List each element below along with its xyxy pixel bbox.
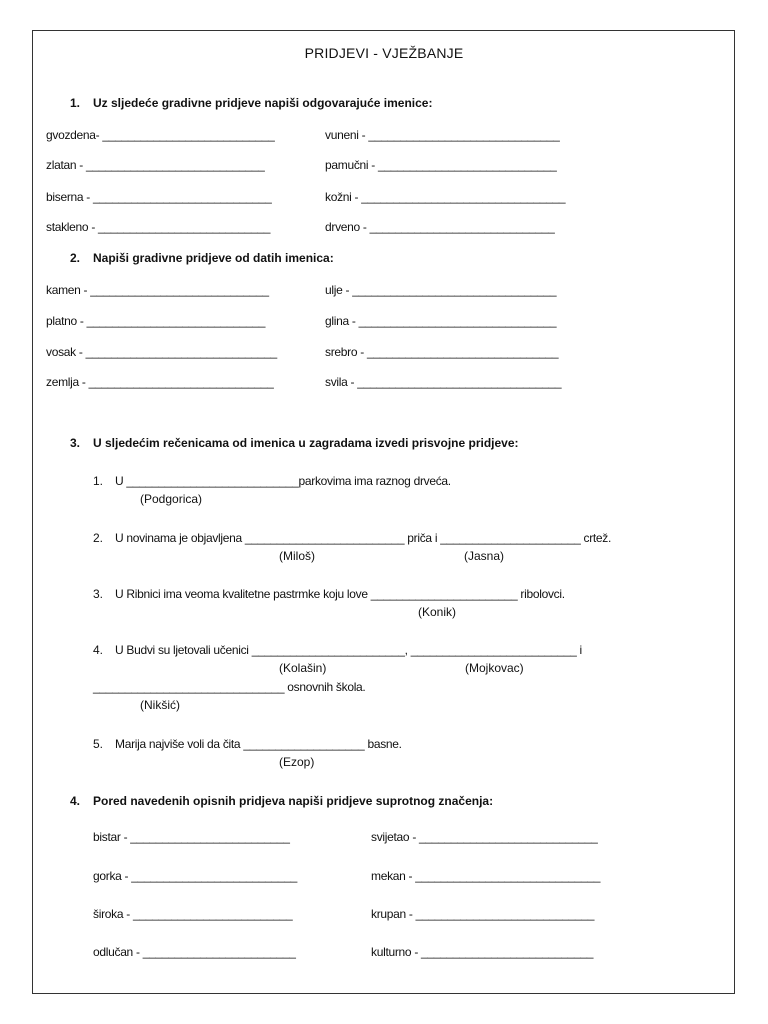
section-4-number: 4. — [70, 794, 81, 808]
section-2-number: 2. — [70, 251, 81, 265]
sentence-hint: (Ezop) — [279, 755, 315, 769]
page-title: PRIDJEVI - VJEŽBANJE — [304, 45, 464, 61]
sentence-hint: (Podgorica) — [140, 492, 203, 506]
section-1-right-item: drveno - _____________________________ — [325, 220, 555, 234]
sentence-hint: (Miloš) — [279, 549, 315, 563]
section-2-left-item: vosak - ______________________________ — [46, 345, 277, 359]
section-1-left-item: zlatan - ____________________________ — [46, 158, 265, 172]
section-3-number: 3. — [70, 436, 81, 450]
sentence-hint: (Jasna) — [464, 549, 505, 563]
section-4-right-item: krupan - ____________________________ — [371, 907, 595, 921]
sentence-number: 2. — [93, 531, 104, 545]
sentence-line: U Ribnici ima veoma kvalitetne pastrmke koju love _______________________ ribolovci. — [115, 587, 565, 601]
sentence-hint: (Konik) — [418, 605, 457, 619]
section-4-left-item: bistar - _________________________ — [93, 830, 290, 844]
section-1-right-item: kožni - ________________________________ — [325, 190, 566, 204]
section-2-right-item: ulje - ________________________________ — [325, 283, 557, 297]
section-4-right-item: svijetao - ____________________________ — [371, 830, 598, 844]
sentence-line: Marija najviše voli da čita ___________________ basne. — [115, 737, 402, 751]
section-4-right-item: kulturno - ___________________________ — [371, 945, 594, 959]
section-1-left-item: stakleno - ___________________________ — [46, 220, 271, 234]
sentence-number: 5. — [93, 737, 104, 751]
section-1-left-item: biserna - ____________________________ — [46, 190, 272, 204]
section-4-heading: Pored navedenih opisnih pridjeva napiši pridjeve suprotnog značenja: — [93, 794, 494, 808]
section-2-left-item: zemlja - _____________________________ — [46, 375, 274, 389]
section-1-right-item: vuneni - ______________________________ — [325, 128, 560, 142]
section-4-right-item: mekan - _____________________________ — [371, 869, 601, 883]
section-1-left-item: gvozdena- ___________________________ — [46, 128, 275, 142]
sentence-line: U Budvi su ljetovali učenici ________________________, __________________________ i — [115, 643, 582, 657]
section-2-left-item: kamen - ____________________________ — [46, 283, 269, 297]
section-4-left-item: odlučan - ________________________ — [93, 945, 296, 959]
sentence-number: 4. — [93, 643, 104, 657]
section-3-heading: U sljedećim rečenicama od imenica u zagradama izvedi prisvojne pridjeve: — [93, 436, 519, 450]
sentence-hint: (Nikšić) — [140, 698, 180, 712]
sentence-line: U novinama je objavljena _________________________ priča i ______________________ crtež. — [115, 531, 612, 545]
section-2-right-item: svila - ________________________________ — [325, 375, 562, 389]
page-border — [32, 30, 735, 994]
sentence-line-continued: ______________________________ osnovnih škola. — [93, 680, 366, 694]
sentence-number: 3. — [93, 587, 104, 601]
section-2-left-item: platno - ____________________________ — [46, 314, 266, 328]
section-2-right-item: glina - _______________________________ — [325, 314, 557, 328]
sentence-hint: (Mojkovac) — [465, 661, 524, 675]
section-1-right-item: pamučni - ____________________________ — [325, 158, 557, 172]
sentence-hint: (Kolašin) — [279, 661, 327, 675]
sentence-line: U ___________________________parkovima ima raznog drveća. — [115, 474, 451, 488]
section-1-number: 1. — [70, 96, 81, 110]
section-2-heading: Napiši gradivne pridjeve od datih imenica: — [93, 251, 334, 265]
section-2-right-item: srebro - ______________________________ — [325, 345, 559, 359]
sentence-number: 1. — [93, 474, 104, 488]
section-4-left-item: široka - _________________________ — [93, 907, 293, 921]
section-4-left-item: gorka - __________________________ — [93, 869, 298, 883]
section-1-heading: Uz sljedeće gradivne pridjeve napiši odgovarajuće imenice: — [93, 96, 433, 110]
